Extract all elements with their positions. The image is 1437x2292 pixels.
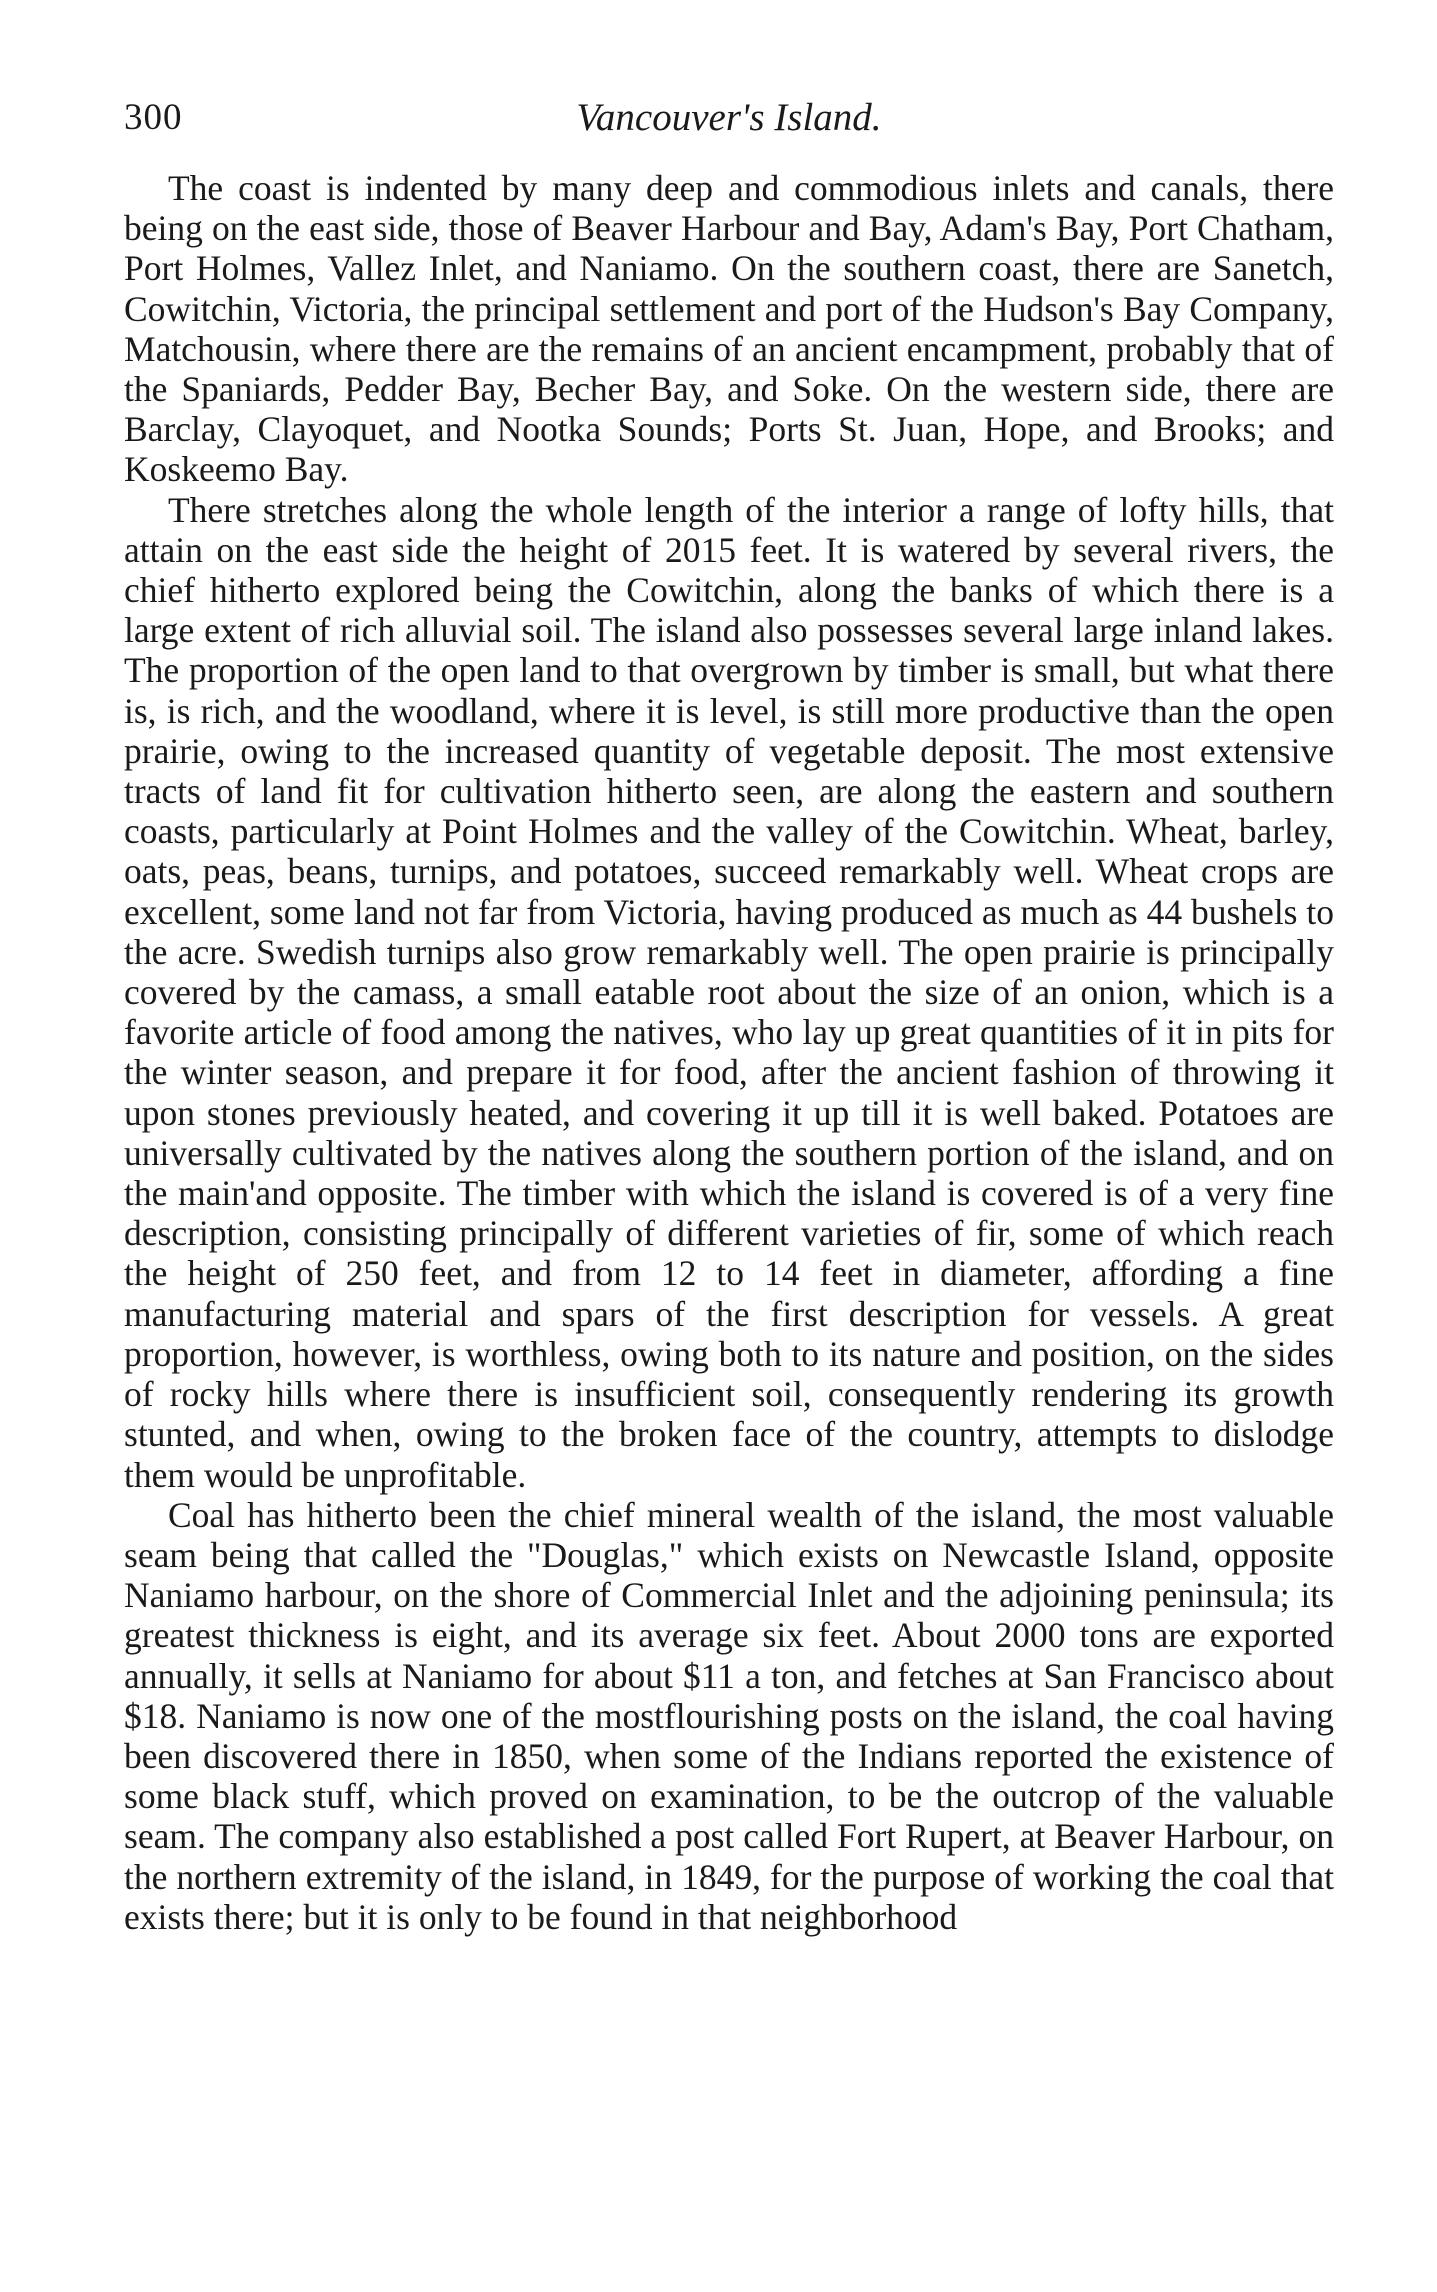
paragraph-coast-inlets: The coast is indented by many deep and commodious inlets and canals, there being on the east side, those of Beaver Harbour and Bay, Adam's Bay, Port Chatham, Port Holmes, Vallez Inlet, and Naniamo. On the southern coast, there are Sanetch, Cowitchin, Victoria, the principal settlement and port of the Hudson's Bay Company, Matchousin, where there are the remains of an ancient encampment, probably that of the Spaniards, Pedder Bay, Becher Bay, and Soke. On the western side, there are Barclay, Clayoquet, and Nootka Sounds; Ports St. Juan, Hope, and Brooks; and Koskeemo Bay. [124, 168, 1334, 490]
running-title: Vancouver's Island. [576, 96, 882, 139]
paragraph-coal: Coal has hitherto been the chief mineral wealth of the island, the most valuable seam being that called the "Douglas," which exists on Newcastle Island, opposite Naniamo harbour, on the shore of Commercial Inlet and the adjoining peninsula; its greatest thickness is eight, and its average six feet. About 2000 tons are exported annually, it sells at Naniamo for about $11 a ton, and fetches at San Francisco about $18. Naniamo is now one of the mostflourishing posts on the island, the coal having been discovered there in 1850, when some of the Indians reported the existence of some black stuff, which proved on examination, to be the outcrop of the valuable seam. The company also established a post called Fort Rupert, at Beaver Harbour, on the northern extremity of the island, in 1849, for the purpose of working the coal that exists there; but it is only to be found in that neighborhood [124, 1494, 1334, 1937]
page-header [124, 88, 1334, 148]
page-number: 300 [124, 97, 183, 138]
paragraph-interior-and-timber: There stretches along the whole length of the interior a range of lofty hills, that attain on the east side the height of 2015 feet. It is watered by several rivers, the chief hitherto explored being the Cowitchin, along the banks of which there is a large extent of rich alluvial soil. The island also possesses several large inland lakes. The proportion of the open land to that overgrown by timber is small, but what there is, is rich, and the woodland, where it is level, is still more productive than the open prairie, owing to the increased quantity of vegetable deposit. The most extensive tracts of land fit for cultivation hitherto seen, are along the eastern and southern coasts, particularly at Point Holmes and the valley of the Cowitchin. Wheat, barley, oats, peas, beans, turnips, and potatoes, succeed remarkably well. Wheat crops are excellent, some land not far from Victoria, having produced as much as 44 bushels to the acre. Swedish turnips also grow remarkably well. The open prairie is principally covered by the camass, a small eatable root about the size of an onion, which is a favorite article of food among the natives, who lay up great quantities of it in pits for the winter season, and prepare it for food, after the ancient fashion of throwing it upon stones previously heated, and covering it up till it is well baked. Potatoes are universally cultivated by the natives along the southern portion of the island, and on the main'and opposite. The timber with which the island is covered is of a very fine description, consisting principally of different varieties of fir, some of which reach the height of 250 feet, and from 12 to 14 feet in diameter, affording a fine manufacturing material and spars of the first description for vessels. A great proportion, however, is worthless, owing both to its nature and position, on the sides of rocky hills where there is insufficient soil, consequently rendering its growth stunted, and when, owing to the broken face of the country, attempts to dislodge them would be unprofitable. [124, 489, 1334, 1495]
body-text [124, 168, 1334, 1937]
